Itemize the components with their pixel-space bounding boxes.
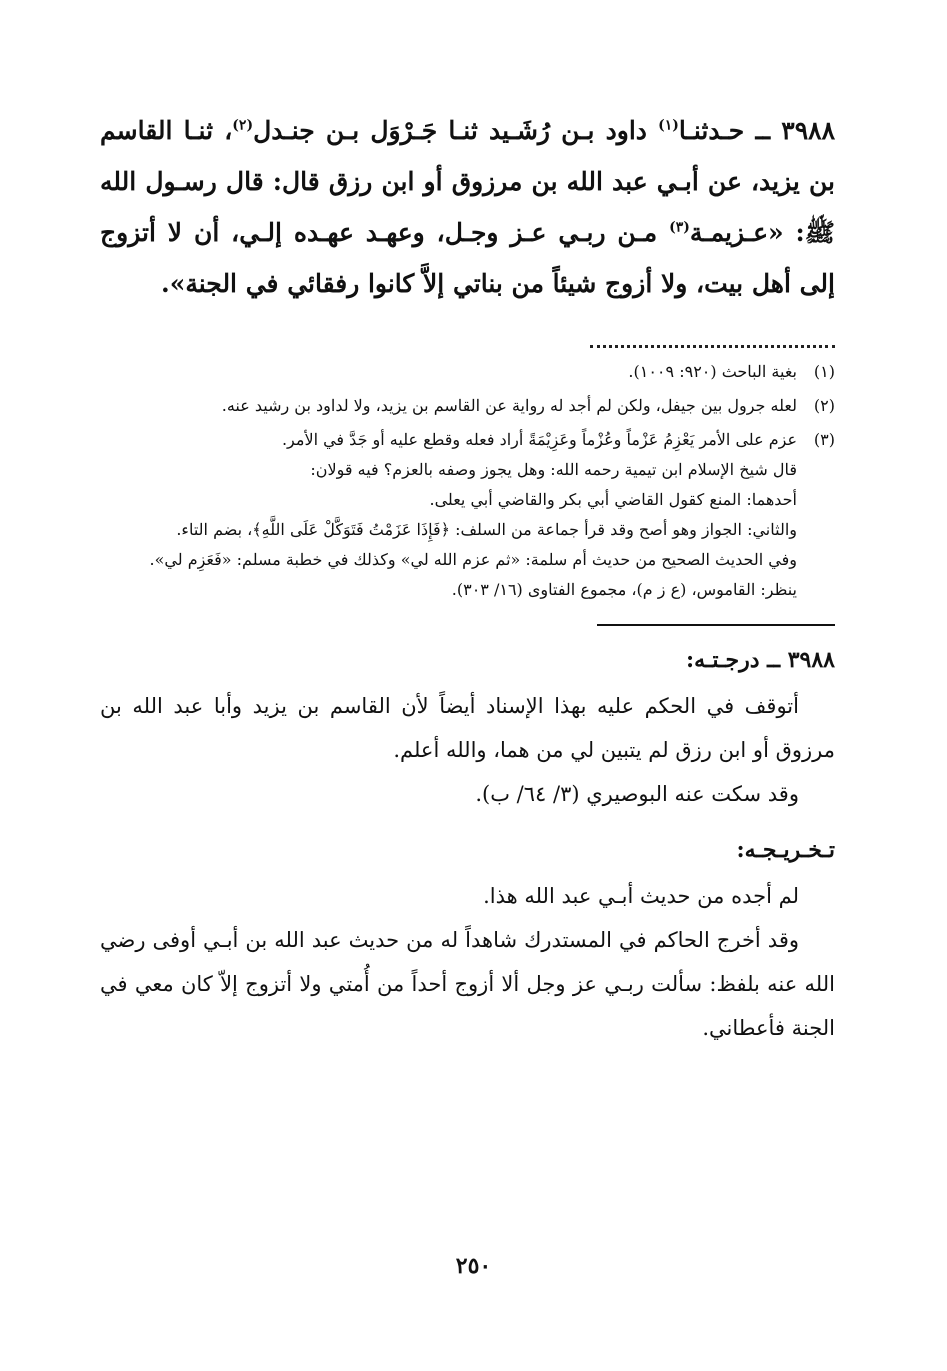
takhrij-heading: تـخـريـجـه:: [736, 837, 835, 863]
footnote-3: [100, 426, 835, 606]
footnote-ref-1[interactable]: (١): [658, 117, 679, 134]
footnote-text: والثاني: الجواز وهو أصح وقد قرأ جماعة من السلف: ﴿فَإِذَا عَزَمْتُ فَتَوَكَّلْ عَلَى اللَّهِ﴾، بضم التاء.: [176, 520, 797, 539]
footnote-1: [100, 358, 835, 388]
footnote-ref-2[interactable]: (٢): [232, 117, 254, 134]
grade-paragraph-1: أتوقف في الحكم عليه بهذا الإسناد أيضاً لأن القاسم بن يزيد وأبا عبد الله بن مرزوق أو ابن رزق لم يتبين لي من هما، والله أعلم.: [100, 694, 835, 762]
hadith-text-a: حـدثنـا: [678, 116, 745, 145]
hadith-text-b: داود بـن رُشَـيد ثنـا جَـرْوَل بـن جنـدل: [253, 116, 659, 145]
footnote-number: (٢): [813, 396, 835, 415]
hadith-text-d: مـن ربـي عـز وجـل، وعهـد عهـده إلـي، أن لا أتزوج إلى أهل بيت، ولا أزوج شيئاً من بناتي إلاَّ كانوا رفقائي في الجنة».: [100, 218, 835, 298]
grade-paragraph-2: وقد سكت عنه البوصيري (٣/ ٦٤/ ب).: [475, 782, 799, 806]
footnotes: [100, 358, 835, 606]
footnote-text: عزم على الأمر يَعْزِمُ عَزْماً وعُزْماً وعَزِيْمَةً أراد فعله وقطع عليه أو جَدَّ في الأمر.: [281, 430, 797, 449]
section-rule: [597, 624, 835, 626]
footnote-separator: [590, 331, 835, 348]
footnote-text: لعله جرول بين جيفل، ولكن لم أجد له رواية عن القاسم بن يزيد، ولا لداود بن رشيد عنه.: [221, 396, 797, 415]
page-number: ٢٥٠: [455, 1253, 492, 1279]
footnote-text: أحدهما: المنع كقول القاضي أبي بكر والقاضي أبي يعلى.: [429, 490, 797, 509]
footnote-text: قال شيخ الإسلام ابن تيمية رحمه الله: وهل يجوز وصفه بالعزم؟ فيه قولان:: [310, 460, 797, 479]
footnote-body: [100, 426, 797, 606]
footnote-text: ينظر: القاموس، (ع ز م)، مجموع الفتاوى (١٦/ ٣٠٣).: [451, 580, 797, 599]
footnote-number: (٣): [813, 430, 835, 449]
hadith-text-c: ، ثنـا القاسم بن يزيد، عن أبـي عبد الله بن مرزوق أو ابن رزق قال: قال رسـول الله ﷺ: «عـزيمـة: [100, 116, 835, 247]
page-content: [100, 105, 835, 1050]
takhrij-paragraph-1: لم أجده من حديث أبـي عبد الله هذا.: [483, 884, 799, 908]
footnote-text: وفي الحديث الصحيح من حديث أم سلمة: «ثم عزم الله لي» وكذلك في خطبة مسلم: «فَعَزِم لي».: [149, 550, 797, 569]
footnote-body: [100, 392, 797, 422]
hadith-text: [100, 105, 835, 309]
hadith-number: ٣٩٨٨: [781, 116, 835, 145]
hadith-dash: ــ: [744, 116, 782, 145]
grade-heading: ٣٩٨٨ ــ درجـتـه:: [686, 647, 835, 673]
takhrij-paragraph-2: وقد أخرج الحاكم في المستدرك شاهداً له من حديث عبد الله بن أبـي أوفى رضي الله عنه بلفظ: سألت ربـي عز وجل ألا أزوج أحداً من أُمتي ولا أتزوج إلاّ كان معي في الجنة فأعطاني.: [100, 928, 835, 1040]
footnote-2: [100, 392, 835, 422]
footnote-ref-3[interactable]: (٣): [669, 219, 690, 236]
footnote-body: [100, 358, 797, 388]
footnote-text: بغية الباحث (٩٢٠: ١٠٠٩).: [628, 362, 797, 381]
footnote-number: (١): [813, 362, 835, 381]
